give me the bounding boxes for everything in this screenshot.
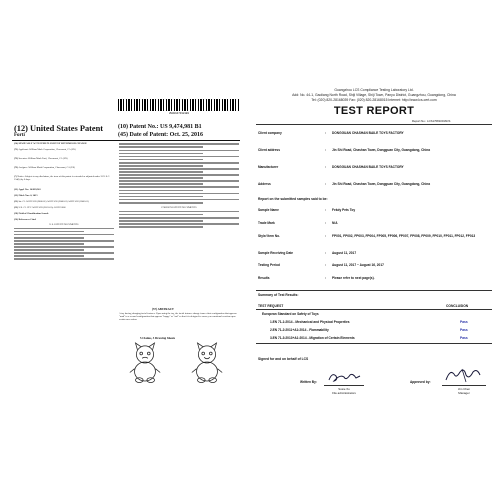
patent-barcode-number: US009474981B1 [168, 112, 190, 115]
lab-name: Guangzhou LCS Compliance Testing Laboratory Ltd. [334, 88, 414, 92]
field-colon: : [325, 165, 327, 169]
patent-field: (54) MANUALLY ACTUATED PLUSH TOY WITH MOOD CHANGE [14, 142, 87, 145]
sample-label: Style/ Item No. [258, 234, 280, 238]
field-colon: : [325, 182, 327, 186]
approver-signature [442, 366, 484, 384]
field-value: Jin Shi Road, Chashan Town, Dongguan City, Guangdong, China [332, 148, 430, 152]
writer-signature-line [324, 385, 364, 386]
sample-value: N/A [332, 221, 338, 225]
field-colon: : [325, 234, 327, 238]
patent-left-column [14, 142, 114, 261]
report-divider [256, 124, 492, 125]
field-colon: : [325, 263, 327, 267]
plush-toy-drawing [126, 342, 164, 384]
written-by-label: Written By: [300, 380, 317, 384]
writer-name: Susie Xu [338, 387, 350, 391]
tests-bottom-divider [256, 343, 492, 344]
patent-date-value: Oct. 25, 2016 [169, 132, 203, 138]
patent-barcode [118, 99, 240, 111]
summary-divider [256, 290, 492, 291]
patent-field: (73) Assignee: William Mark Corporation, Claremont, CA (US) [14, 166, 76, 170]
lab-address: Add: No. 44-1, Gaoliang North Road, Shiji Village, Shiji Town, Panyu District, Guangzhou, Guangdong, China [292, 93, 456, 97]
field-colon: : [325, 208, 327, 212]
patent-inventor: Forti [14, 133, 25, 138]
signed-note: Signed for and on behalf of LCS [258, 357, 309, 361]
lab-contact: Tel: (020) 820-28168039 Fax: (020) 820-28168015 Internet: http://www.lcs-cert.com [311, 98, 437, 102]
patent-title: (12) United States Patent [14, 124, 104, 133]
test-row: 3.EN 71-3:2013+A1:2014 - Migration of Certain Elements [270, 336, 355, 340]
patent-field: (58) Field of Classification Search [14, 211, 49, 215]
sample-value: Please refer to next page(s). [332, 276, 375, 280]
sample-label: Sample Name [258, 208, 279, 212]
plush-toy-drawing [188, 342, 226, 384]
patent-field: (51) Int. Cl. A63H 3/28 (2006.01) A63H 3/36 (2006.01) A63H 3/02 (2006.01) [14, 199, 89, 203]
summary-header: Summary of Test Results: [258, 293, 299, 297]
patent-date-label: (45) Date of Patent: [118, 132, 169, 138]
test-row: 1.EN 71-1:2014 - Mechanical and Physical Properties [270, 320, 350, 324]
patent-abstract-header: (57) ABSTRACT [152, 307, 174, 311]
test-result: Pass [460, 336, 468, 340]
approver-title: Manager [458, 391, 470, 395]
sample-label: Testing Period [258, 263, 280, 267]
field-value: DONGGUAN CHASHAN BAILE TOYS FACTORY [332, 165, 404, 169]
field-colon: : [325, 148, 327, 152]
field-label: Manufacturer [258, 165, 279, 169]
field-label: Client address [258, 148, 280, 152]
test-result: Pass [460, 328, 468, 332]
test-row: European Standard on Safety of Toys [262, 312, 319, 316]
field-value: DONGGUAN CHASHAN BAILE TOYS FACTORY [332, 131, 404, 135]
patent-date [118, 132, 203, 138]
patent-field: (22) Filed: Nov. 6, 2015 [14, 193, 38, 197]
test-request-header: TEST REQUEST [258, 304, 284, 308]
patent-field: (56) References Cited [14, 218, 36, 222]
field-label: Address [258, 182, 271, 186]
patent-field: (71) Applicant: William Mark Corporation, Claremont, CA (US) [14, 148, 76, 152]
patent-field: (*) Notice: Subject to any disclaimer, the term of this patent is extended or adjusted under 35 U.S.C. 154(b) by 0 days. [14, 175, 110, 182]
patent-foreign-header: FOREIGN PATENT DOCUMENTS [161, 205, 197, 209]
test-row: 2.EN 71-2:2011+A1:2014 - Flammability [270, 328, 329, 332]
field-colon: : [325, 276, 327, 280]
field-value: Jin Shi Road, Chashan Town, Dongguan City, Guangdong, China [332, 182, 430, 186]
patent-refs-header: U.S. PATENT DOCUMENTS [49, 223, 79, 227]
field-colon: : [325, 251, 327, 255]
writer-title: File administrators [332, 391, 356, 395]
patent-abstract-text: A toy having changing facial features. Upon using the toy, the facial features change from a first configuration that appears "mad" to a second configuration that appears "happy" or "sad" so that it is designed to convey an emotional reaction upon certain user action. [119, 312, 237, 322]
patent-field: (52) U.S. Cl. CPC A63H 3/28 (2013.01); A63H 3/006 [14, 205, 66, 209]
approver-signature-line [442, 385, 486, 386]
patent-number-label: (10) Patent No.: [118, 124, 159, 130]
approved-by-label: Approved by: [410, 380, 431, 384]
tests-divider [256, 309, 492, 310]
patent-number-value: US 9,474,981 B1 [160, 124, 202, 130]
sample-note: Report on the submitted samples said to be: [258, 197, 328, 201]
sample-value: FP001, FP002, FP003, FP004, FP005, FP006, FP007, FP008, FP009, FP010, FP011, FP012, FP013 [332, 234, 476, 238]
approver-name: Jim Chen [457, 387, 471, 391]
sample-value: August 11, 2017 ~ August 16, 2017 [332, 263, 384, 267]
patent-field: (21) Appl. No.: 14/839,503 [14, 187, 41, 191]
sample-label: Trade Mark [258, 221, 275, 225]
field-colon: : [325, 221, 327, 225]
field-colon: : [325, 131, 327, 135]
field-label: Client company [258, 131, 282, 135]
sample-value: August 11, 2017 [332, 251, 357, 255]
test-result: Pass [460, 320, 468, 324]
conclusion-header: CONCLUSION [446, 304, 469, 308]
patent-claims: 5 Claims, 3 Drawing Sheets [140, 336, 176, 340]
sample-label: Results [258, 276, 270, 280]
patent-number [118, 124, 202, 130]
report-title: TEST REPORT [333, 105, 415, 117]
sample-value: Fekdy Pets Toy [332, 208, 356, 212]
patent-right-column [119, 142, 239, 229]
patent-divider [12, 140, 240, 141]
writer-signature [326, 370, 362, 384]
patent-refs-lines [14, 228, 114, 260]
sample-label: Sample Receiving Date [258, 251, 294, 255]
report-number: Report No.: LCS170810016CS [412, 119, 451, 123]
patent-field: (72) Inventor: William Mark Forti, Claremont, CA (US) [14, 157, 68, 161]
